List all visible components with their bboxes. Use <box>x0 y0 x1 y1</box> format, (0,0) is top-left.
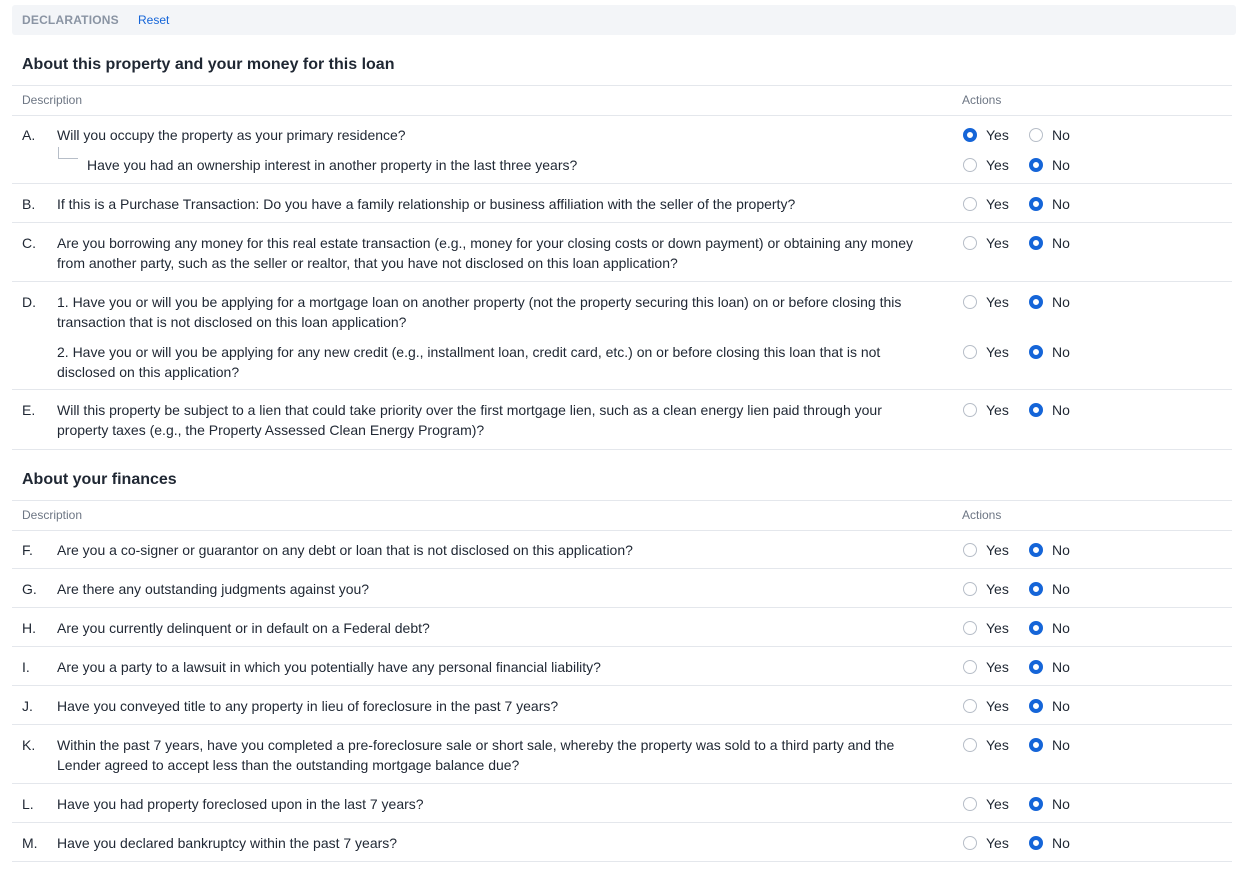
no-radio[interactable] <box>1029 294 1070 310</box>
column-header <box>12 85 1232 116</box>
radio-checked-icon <box>1029 699 1043 713</box>
question-text: 1. Have you or will you be applying for a mortgage loan on another property (not the property securing this loan) on or before closing this transaction that is not disclosed on this loan application? <box>57 294 902 330</box>
yes-radio[interactable] <box>963 796 1009 812</box>
yes-radio[interactable] <box>963 196 1009 212</box>
question-letter: M. <box>22 835 38 851</box>
no-radio[interactable] <box>1029 235 1070 251</box>
no-label: No <box>1052 294 1070 310</box>
question-text: Have you declared bankruptcy within the past 7 years? <box>57 835 398 851</box>
yes-label: Yes <box>986 581 1009 597</box>
no-label: No <box>1052 796 1070 812</box>
no-label: No <box>1052 698 1070 714</box>
question-row-g <box>12 569 1232 608</box>
question-text: Within the past 7 years, have you completed a pre-foreclosure sale or short sale, whereby the property was sold to a third party and the Lender agreed to accept less than the outstanding mortgage balance due? <box>57 737 895 773</box>
no-radio[interactable] <box>1029 542 1070 558</box>
question-text: Have you had property foreclosed upon in the last 7 years? <box>57 796 424 812</box>
yes-radio[interactable] <box>963 344 1009 360</box>
question-letter: K. <box>22 737 36 753</box>
page-title: DECLARATIONS <box>22 13 119 27</box>
no-radio[interactable] <box>1029 620 1070 636</box>
reset-link[interactable]: Reset <box>138 13 170 27</box>
radio-checked-icon <box>1029 345 1043 359</box>
question-letter: H. <box>22 620 36 636</box>
radio-unchecked-icon <box>963 543 977 557</box>
radio-unchecked-icon <box>963 699 977 713</box>
question-row-f <box>12 530 1232 569</box>
radio-unchecked-icon <box>963 197 977 211</box>
declarations-header-bar <box>12 5 1236 35</box>
question-text: Are there any outstanding judgments against you? <box>57 581 370 597</box>
yes-radio[interactable] <box>963 157 1009 173</box>
no-radio[interactable] <box>1029 127 1070 143</box>
sub-question-text: Have you had an ownership interest in another property in the last three years? <box>87 157 578 173</box>
question-letter: B. <box>22 196 36 212</box>
radio-unchecked-icon <box>963 158 977 172</box>
question-text: Will this property be subject to a lien that could take priority over the first mortgage lien, such as a clean energy lien paid through your property taxes (e.g., the Property Assessed Clean Energy Program)? <box>57 402 882 438</box>
no-label: No <box>1052 344 1070 360</box>
no-label: No <box>1052 402 1070 418</box>
radio-checked-icon <box>1029 738 1043 752</box>
radio-checked-icon <box>1029 236 1043 250</box>
no-radio[interactable] <box>1029 344 1070 360</box>
column-description: Description <box>22 508 83 522</box>
yes-radio[interactable] <box>963 294 1009 310</box>
radio-checked-icon <box>1029 660 1043 674</box>
radio-unchecked-icon <box>963 236 977 250</box>
radio-checked-icon <box>1029 582 1043 596</box>
yes-radio[interactable] <box>963 835 1009 851</box>
no-label: No <box>1052 542 1070 558</box>
yes-label: Yes <box>986 737 1009 753</box>
radio-unchecked-icon <box>963 738 977 752</box>
yes-label: Yes <box>986 402 1009 418</box>
question-letter: C. <box>22 235 36 251</box>
section-title: About your finances <box>22 471 177 488</box>
section-title: About this property and your money for this loan <box>22 56 395 73</box>
radio-checked-icon <box>1029 403 1043 417</box>
question-letter: J. <box>22 698 33 714</box>
radio-unchecked-icon <box>963 797 977 811</box>
question-text: Are you a party to a lawsuit in which you potentially have any personal financial liability? <box>57 659 601 675</box>
question-row-a <box>12 115 1232 184</box>
question-row-j <box>12 686 1232 725</box>
question-letter: E. <box>22 402 36 418</box>
radio-checked-icon <box>1029 797 1043 811</box>
question-text: Have you conveyed title to any property in lieu of foreclosure in the past 7 years? <box>57 698 559 714</box>
question-row-b <box>12 184 1232 223</box>
question-letter: G. <box>22 581 37 597</box>
yes-radio[interactable] <box>963 235 1009 251</box>
no-label: No <box>1052 835 1070 851</box>
yes-label: Yes <box>986 698 1009 714</box>
question-letter: D. <box>22 294 36 310</box>
question-text: Are you a co-signer or guarantor on any debt or loan that is not disclosed on this application? <box>57 542 633 558</box>
radio-unchecked-icon <box>963 582 977 596</box>
yes-label: Yes <box>986 835 1009 851</box>
yes-label: Yes <box>986 294 1009 310</box>
yes-radio[interactable] <box>963 402 1009 418</box>
radio-unchecked-icon <box>963 660 977 674</box>
sub-question-connector <box>58 147 78 159</box>
no-label: No <box>1052 659 1070 675</box>
yes-radio[interactable] <box>963 581 1009 597</box>
no-radio[interactable] <box>1029 737 1070 753</box>
radio-checked-icon <box>1029 158 1043 172</box>
radio-unchecked-icon <box>963 295 977 309</box>
question-row-k <box>12 725 1232 784</box>
question-text: Are you borrowing any money for this real estate transaction (e.g., money for your closing costs or down payment) or obtaining any money from another party, such as the seller or realtor, that you have not disclosed on this loan application? <box>57 235 913 271</box>
no-radio[interactable] <box>1029 581 1070 597</box>
no-label: No <box>1052 127 1070 143</box>
question-row-m <box>12 823 1232 862</box>
yes-label: Yes <box>986 659 1009 675</box>
question-row-d <box>12 282 1232 390</box>
question-row-l <box>12 784 1232 823</box>
radio-checked-icon <box>1029 836 1043 850</box>
no-radio[interactable] <box>1029 157 1070 173</box>
no-radio[interactable] <box>1029 402 1070 418</box>
yes-label: Yes <box>986 344 1009 360</box>
question-letter: L. <box>22 796 34 812</box>
question-text: Will you occupy the property as your primary residence? <box>57 127 406 143</box>
radio-checked-icon <box>963 128 977 142</box>
no-radio[interactable] <box>1029 659 1070 675</box>
radio-checked-icon <box>1029 295 1043 309</box>
yes-label: Yes <box>986 157 1009 173</box>
yes-radio[interactable] <box>963 659 1009 675</box>
question-letter: I. <box>22 659 30 675</box>
yes-radio[interactable] <box>963 698 1009 714</box>
no-label: No <box>1052 737 1070 753</box>
yes-label: Yes <box>986 196 1009 212</box>
question-row-c <box>12 223 1232 282</box>
no-label: No <box>1052 235 1070 251</box>
no-radio[interactable] <box>1029 196 1070 212</box>
radio-unchecked-icon <box>963 403 977 417</box>
yes-radio[interactable] <box>963 127 1009 143</box>
column-description: Description <box>22 93 83 107</box>
no-label: No <box>1052 157 1070 173</box>
radio-checked-icon <box>1029 543 1043 557</box>
radio-checked-icon <box>1029 197 1043 211</box>
question-row-i <box>12 647 1232 686</box>
yes-radio[interactable] <box>963 542 1009 558</box>
column-actions: Actions <box>962 93 1002 107</box>
radio-unchecked-icon <box>1029 128 1043 142</box>
question-text: If this is a Purchase Transaction: Do you have a family relationship or business affiliation with the seller of the property? <box>57 196 796 212</box>
question-row-e <box>12 390 1232 450</box>
no-label: No <box>1052 620 1070 636</box>
no-radio[interactable] <box>1029 796 1070 812</box>
yes-label: Yes <box>986 127 1009 143</box>
no-radio[interactable] <box>1029 835 1070 851</box>
radio-unchecked-icon <box>963 621 977 635</box>
yes-label: Yes <box>986 796 1009 812</box>
question-letter: F. <box>22 542 33 558</box>
radio-unchecked-icon <box>963 345 977 359</box>
column-header <box>12 500 1232 531</box>
radio-unchecked-icon <box>963 836 977 850</box>
question-letter: A. <box>22 127 36 143</box>
yes-label: Yes <box>986 235 1009 251</box>
question-text: 2. Have you or will you be applying for any new credit (e.g., installment loan, credit card, etc.) on or before closing this loan that is not disclosed on this application? <box>57 344 881 380</box>
yes-radio[interactable] <box>963 620 1009 636</box>
no-radio[interactable] <box>1029 698 1070 714</box>
yes-label: Yes <box>986 620 1009 636</box>
yes-label: Yes <box>986 542 1009 558</box>
no-label: No <box>1052 196 1070 212</box>
no-label: No <box>1052 581 1070 597</box>
question-row-h <box>12 608 1232 647</box>
column-actions: Actions <box>962 508 1002 522</box>
yes-radio[interactable] <box>963 737 1009 753</box>
radio-checked-icon <box>1029 621 1043 635</box>
question-text: Are you currently delinquent or in default on a Federal debt? <box>57 620 430 636</box>
